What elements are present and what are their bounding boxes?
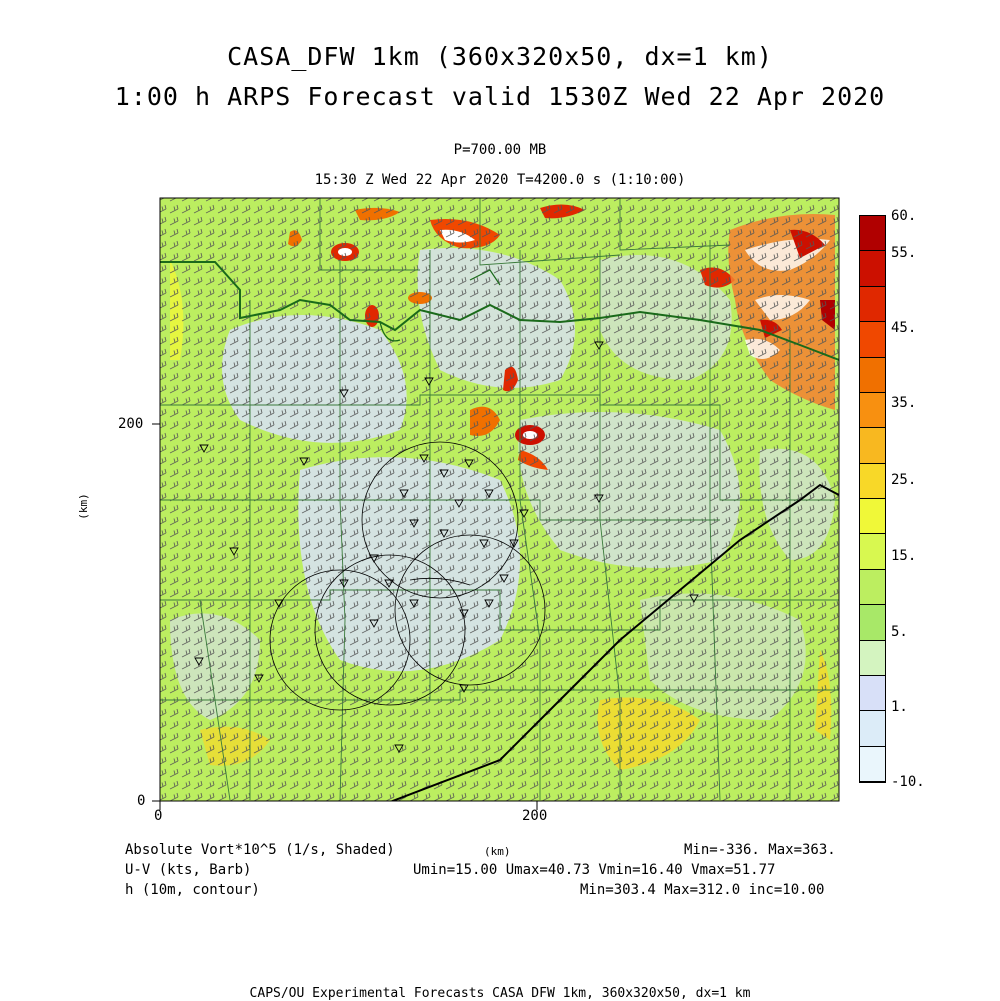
colorbar-label: 35. <box>891 395 917 411</box>
colorbar-swatch <box>860 641 885 676</box>
colorbar-swatch <box>860 605 885 640</box>
colorbar-swatch <box>860 251 885 286</box>
field3-stats: Min=303.4 Max=312.0 inc=10.00 <box>580 882 825 898</box>
colorbar-label: 5. <box>891 624 908 640</box>
colorbar <box>859 215 886 783</box>
colorbar-swatch <box>860 358 885 393</box>
colorbar-swatch <box>860 499 885 534</box>
pressure-level: P=700.00 MB <box>453 142 547 158</box>
field1-name: Absolute Vort*10^5 (1/s, Shaded) <box>125 842 395 858</box>
footer-credit: CAPS/OU Experimental Forecasts CASA DFW 1km, 360x320x50, dx=1 km <box>249 986 751 1001</box>
x-tick-200: 200 <box>522 808 548 824</box>
field2-stats: Umin=15.00 Umax=40.73 Vmin=16.40 Vmax=51.77 <box>413 862 776 878</box>
x-tick-0: 0 <box>154 808 163 824</box>
colorbar-swatch <box>860 393 885 428</box>
field3-name: h (10m, contour) <box>125 882 260 898</box>
colorbar-swatch <box>860 570 885 605</box>
valid-time: 15:30 Z Wed 22 Apr 2020 T=4200.0 s (1:10:00) <box>314 172 686 188</box>
y-tick-0: 0 <box>137 793 146 809</box>
colorbar-swatch <box>860 534 885 569</box>
shaded-vorticity-field <box>160 198 839 801</box>
colorbar-label: 1. <box>891 699 908 715</box>
colorbar-label: 55. <box>891 245 917 261</box>
field1-stats: Min=-336. Max=363. <box>684 842 836 858</box>
y-axis-label: (km) <box>76 493 90 520</box>
colorbar-swatch <box>860 322 885 357</box>
plot-title-line2: 1:00 h ARPS Forecast valid 1530Z Wed 22 Apr 2020 <box>114 82 886 111</box>
colorbar-swatch <box>860 747 885 782</box>
wind-barbs-layer <box>160 198 839 801</box>
colorbar-label: 45. <box>891 320 917 336</box>
y-tick-200: 200 <box>118 416 144 432</box>
colorbar-label: 60. <box>891 208 917 224</box>
x-axis-label: (km) <box>484 845 511 858</box>
colorbar-swatch <box>860 287 885 322</box>
field2-name: U-V (kts, Barb) <box>125 862 252 878</box>
colorbar-label: -10. <box>891 774 925 790</box>
colorbar-label: 25. <box>891 472 917 488</box>
colorbar-swatch <box>860 711 885 746</box>
colorbar-swatch <box>860 676 885 711</box>
colorbar-swatch <box>860 216 885 251</box>
colorbar-swatch <box>860 428 885 463</box>
colorbar-label: 15. <box>891 548 917 564</box>
plot-title-line1: CASA_DFW 1km (360x320x50, dx=1 km) <box>227 42 773 71</box>
colorbar-swatch <box>860 464 885 499</box>
